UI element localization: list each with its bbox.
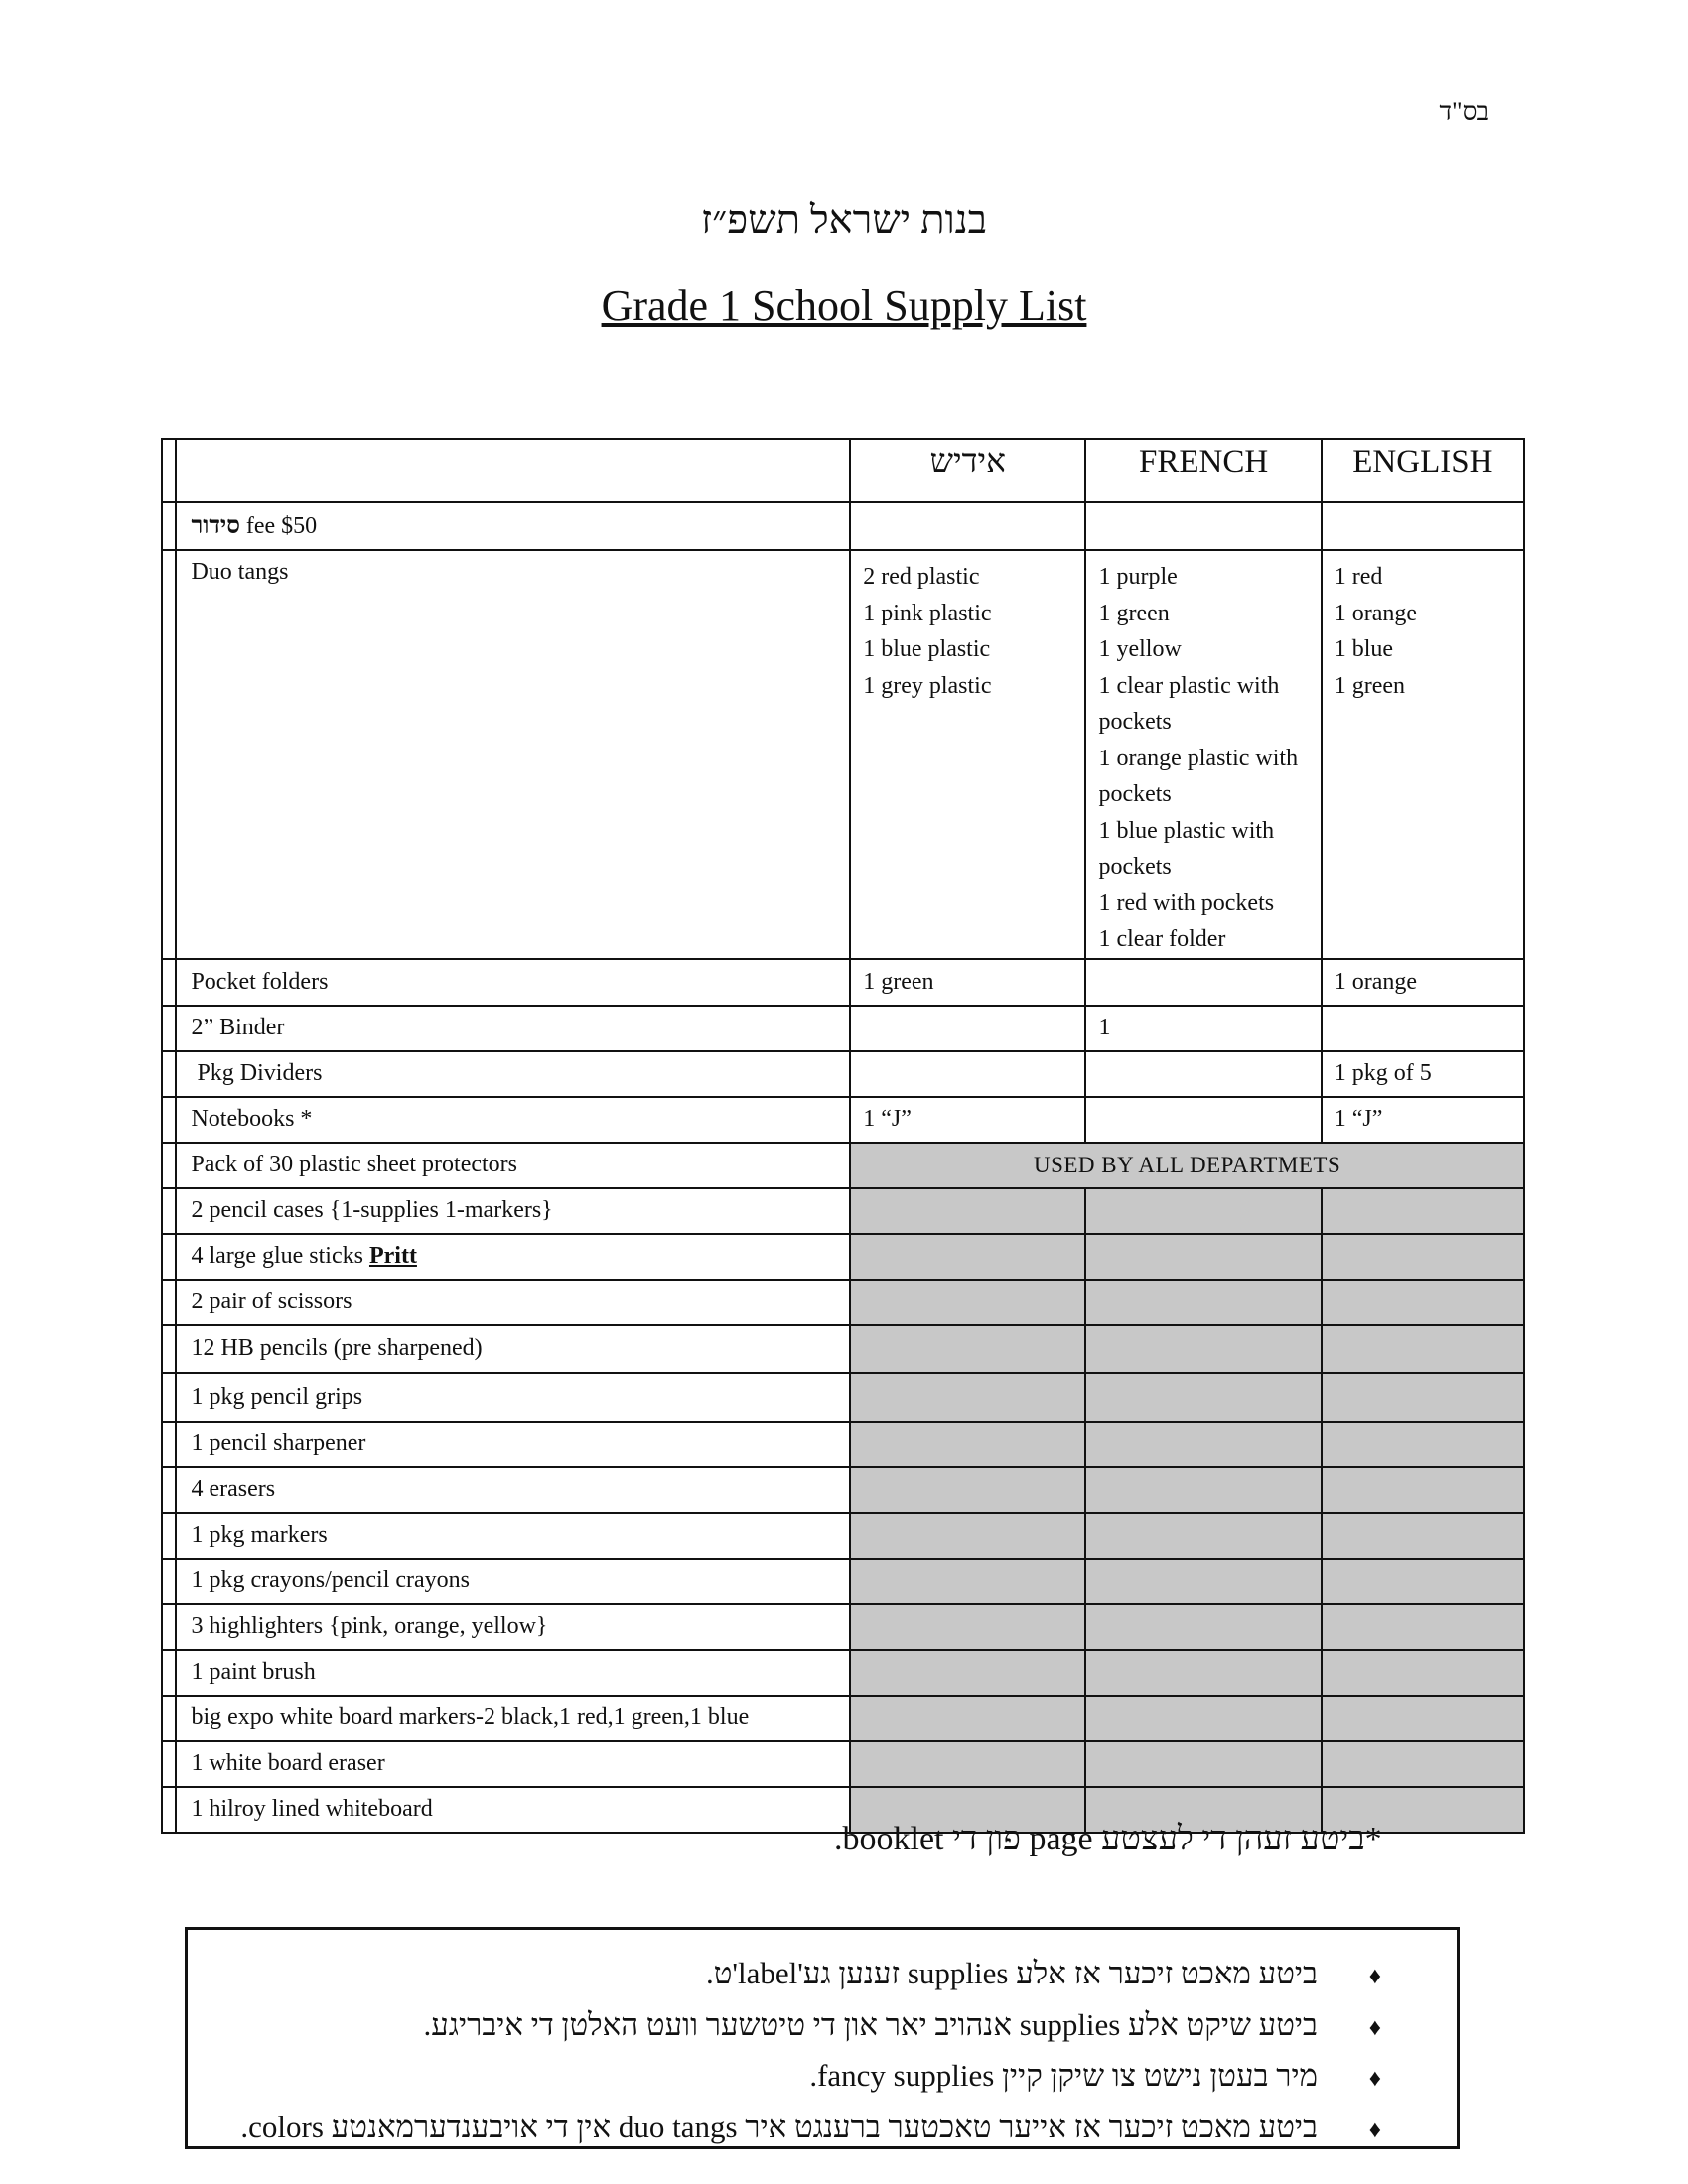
column-english-header: ENGLISH	[1322, 439, 1524, 502]
french-cell	[1085, 959, 1321, 1006]
list-item: ♦ביטע מאכט זיכער אז אייער טאכטער ברענגט איר duo tangs אין די אויבענדערמאנטע colors.	[240, 2104, 1381, 2155]
english-cell	[1322, 1006, 1524, 1051]
table-header-row	[162, 439, 1524, 502]
duo-yiddish-cell: 2 red plastic 1 pink plastic 1 blue plastic 1 grey plastic	[850, 550, 1085, 959]
item-cell: 1 paint brush	[176, 1650, 850, 1696]
reminders-list	[240, 1950, 1381, 2154]
used-by-all-cell: USED BY ALL DEPARTMETS	[850, 1143, 1524, 1188]
yiddish-cell	[850, 1051, 1085, 1097]
item-cell: 4 erasers	[176, 1467, 850, 1513]
diamond-bullet-icon: ♦	[1368, 2116, 1381, 2143]
hebrew-title: בנות ישראל תשפ״ז	[700, 198, 988, 242]
item-cell: 1 pkg crayons/pencil crayons	[176, 1559, 850, 1604]
duo-english-cell: 1 red 1 orange 1 blue 1 green	[1322, 550, 1524, 959]
list-item: ♦ביטע שיקט אלע supplies אנהויב יאר און די טיטשער וועט האלטן די איבריגע.	[240, 2001, 1381, 2053]
item-cell: 1 pkg pencil grips	[176, 1373, 850, 1422]
yiddish-cell: 1 green	[850, 959, 1085, 1006]
item-cell: 12 HB pencils (pre sharpened)	[176, 1325, 850, 1373]
yiddish-cell	[850, 1006, 1085, 1051]
list-item: ♦מיר בעטן נישט צו שיקן קיין fancy supplies.	[240, 2052, 1381, 2104]
item-cell: 1 white board eraser	[176, 1741, 850, 1787]
english-cell: 1 orange	[1322, 959, 1524, 1006]
table-row	[162, 550, 1524, 959]
column-french-header: FRENCH	[1085, 439, 1321, 502]
booklet-note: *ביטע זעהן די לעצטע page פון די booklet.	[834, 1821, 1382, 1857]
table-row	[162, 1097, 1524, 1143]
list-item: ♦ביטע מאכט זיכער אז אלע supplies זענען גע'label'ט.	[240, 1950, 1381, 2001]
item-cell: Pocket folders	[176, 959, 850, 1006]
item-cell: Pkg Dividers	[176, 1051, 850, 1097]
diamond-bullet-icon: ♦	[1368, 1964, 1381, 1989]
item-cell: Notebooks *	[176, 1097, 850, 1143]
item-cell: 2” Binder	[176, 1006, 850, 1051]
table-row	[162, 1051, 1524, 1097]
table-row	[162, 1467, 1524, 1513]
table-row	[162, 1559, 1524, 1604]
yiddish-cell: 1 “J”	[850, 1097, 1085, 1143]
column-yiddish-header: אידיש	[850, 439, 1085, 502]
table-row	[162, 959, 1524, 1006]
item-cell: Duo tangs	[176, 550, 850, 959]
table-row	[162, 1650, 1524, 1696]
english-cell: 1 “J”	[1322, 1097, 1524, 1143]
table-row	[162, 1143, 1524, 1188]
table-row	[162, 502, 1524, 550]
english-cell: 1 pkg of 5	[1322, 1051, 1524, 1097]
table-row	[162, 1373, 1524, 1422]
row-number-cell	[162, 439, 176, 502]
item-cell: 3 highlighters {pink, orange, yellow}	[176, 1604, 850, 1650]
table-row	[162, 1325, 1524, 1373]
table-row	[162, 1280, 1524, 1325]
glue-label: 4 large glue sticks	[191, 1243, 369, 1269]
item-cell: 2 pencil cases {1-supplies 1-markers}	[176, 1188, 850, 1234]
sidur-label: סידור	[191, 512, 240, 539]
duo-french-cell: 1 purple 1 green 1 yellow 1 clear plastic with pockets 1 orange plastic with pockets 1 blue plastic with pockets 1 red with pockets 1 clear folder	[1085, 550, 1321, 959]
item-cell: 2 pair of scissors	[176, 1280, 850, 1325]
french-cell	[1085, 1097, 1321, 1143]
french-cell	[1085, 1051, 1321, 1097]
item-cell: 1 pencil sharpener	[176, 1422, 850, 1467]
table-row	[162, 1188, 1524, 1234]
diamond-bullet-icon: ♦	[1368, 2066, 1381, 2092]
bsd-mark: בס"ד	[1439, 97, 1489, 126]
item-cell: Pack of 30 plastic sheet protectors	[176, 1143, 850, 1188]
item-cell	[176, 1234, 850, 1280]
reminders-box	[185, 1927, 1460, 2149]
page-title: Grade 1 School Supply List	[601, 281, 1087, 330]
diamond-bullet-icon: ♦	[1368, 2014, 1381, 2041]
supply-table	[161, 438, 1525, 1834]
table-row	[162, 1741, 1524, 1787]
table-row	[162, 1006, 1524, 1051]
table-row	[162, 1422, 1524, 1467]
item-cell: 1 pkg markers	[176, 1513, 850, 1559]
glue-brand: Pritt	[368, 1243, 417, 1269]
table-row	[162, 1696, 1524, 1741]
item-cell: 1 hilroy lined whiteboard	[176, 1787, 850, 1833]
french-cell: 1	[1085, 1006, 1321, 1051]
table-row	[162, 1234, 1524, 1280]
item-cell	[176, 502, 850, 550]
item-cell: big expo white board markers-2 black,1 red,1 green,1 blue	[176, 1696, 850, 1741]
table-row	[162, 1513, 1524, 1559]
sidur-fee: fee $50	[245, 512, 318, 539]
table-row	[162, 1604, 1524, 1650]
item-header-cell	[176, 439, 850, 502]
